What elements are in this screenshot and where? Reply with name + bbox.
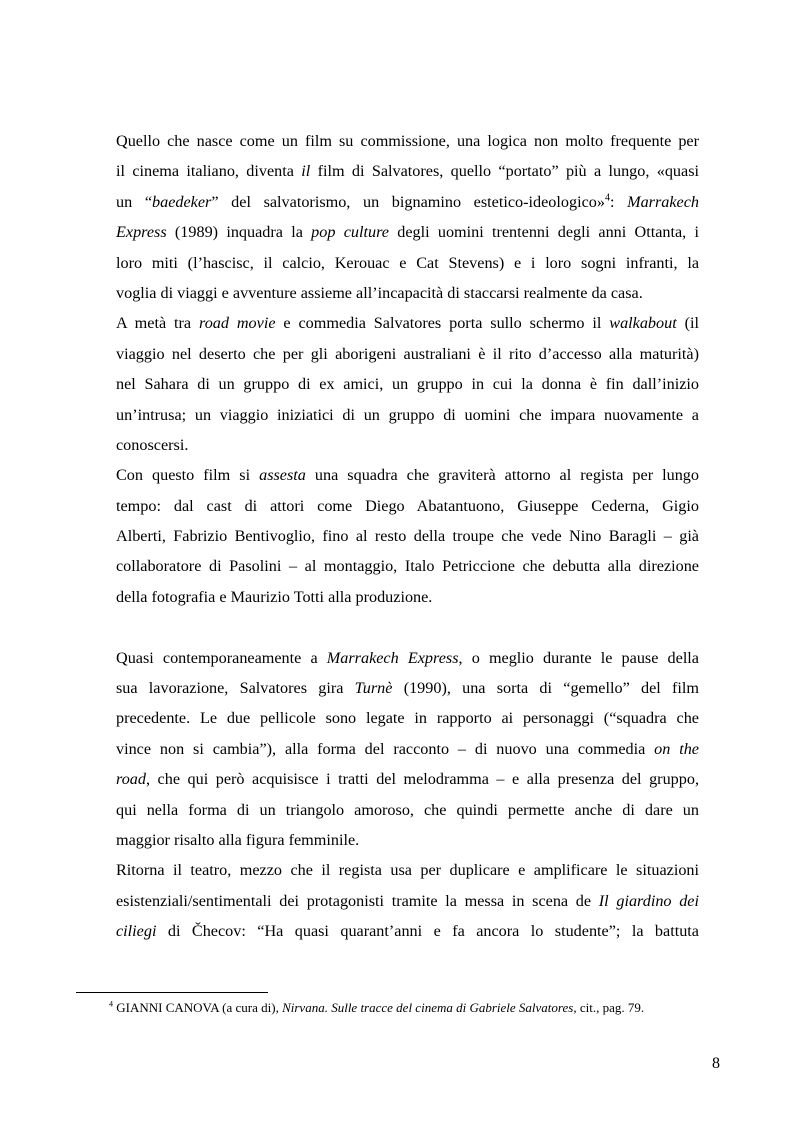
text-line: sua lavorazione, Salvatores gira Turnè (1990), una sorta di “gemello” del film bbox=[116, 679, 699, 698]
italic-text: road bbox=[116, 770, 146, 789]
italic-text: on the bbox=[654, 739, 699, 758]
text-line: il cinema italiano, diventa il film di Salvatores, quello “portato” più a lungo, «quasi bbox=[116, 162, 699, 181]
italic-text: Il giardino dei bbox=[598, 891, 699, 910]
paragraph-4 bbox=[116, 643, 699, 856]
paragraph-2 bbox=[116, 308, 699, 460]
text-line: vince non si cambia”), alla forma del racconto – di nuovo una commedia on the bbox=[116, 739, 699, 758]
text-line: road, che qui però acquisisce i tratti del melodramma – e alla presenza del gruppo, bbox=[116, 770, 699, 789]
text-line: Express (1989) inquadra la pop culture degli uomini trentenni degli anni Ottanta, i bbox=[116, 223, 699, 242]
italic-text: pop culture bbox=[311, 223, 389, 242]
footnote-citation: , cit., pag. 79. bbox=[573, 1000, 645, 1015]
page-number: 8 bbox=[712, 1055, 720, 1072]
italic-text: walkabout bbox=[609, 314, 677, 333]
text-line: precedente. Le due pellicole sono legate in rapporto ai personaggi (“squadra che bbox=[116, 709, 699, 728]
text-line: loro miti (l’hascisc, il calcio, Kerouac e Cat Stevens) e i loro sogni infranti, la bbox=[116, 253, 699, 272]
italic-text: Marrakech Express bbox=[326, 648, 459, 667]
text-line: voglia di viaggi e avventure assieme all’incapacità di staccarsi realmente da casa. bbox=[116, 283, 643, 302]
footnote-marker: 4 bbox=[109, 999, 113, 1009]
text-line: Quasi contemporaneamente a Marrakech Express, o meglio durante le pause della bbox=[116, 648, 699, 667]
footnote-title: Nirvana. Sulle tracce del cinema di Gabriele Salvatores bbox=[282, 1000, 574, 1015]
footnote bbox=[109, 1000, 644, 1016]
text-line: esistenziali/sentimentali dei protagonisti tramite la messa in scena de Il giardino dei bbox=[116, 891, 699, 910]
italic-text: road movie bbox=[199, 314, 276, 333]
paragraph-3 bbox=[116, 460, 699, 612]
italic-text: Marrakech bbox=[627, 192, 700, 211]
paragraph-gap bbox=[116, 612, 699, 642]
text-line: un “baedeker” del salvatorismo, un bignamino estetico-ideologico»$^4$: Marrakech bbox=[116, 192, 700, 211]
text-line: Con questo film si assesta una squadra che graviterà attorno al regista per lungo bbox=[116, 466, 699, 485]
italic-text: il bbox=[301, 162, 311, 181]
text-line: conoscersi. bbox=[116, 435, 189, 454]
italic-text: assesta bbox=[259, 466, 306, 485]
footnote-reference: 4 bbox=[604, 192, 610, 204]
italic-text: baedeker bbox=[152, 192, 212, 211]
paragraph-5 bbox=[116, 855, 699, 946]
italic-text: Express bbox=[116, 223, 167, 242]
text-line: ciliegi di Čhecov: “Ha quasi quarant’anni e fa ancora lo studente”; la battuta bbox=[116, 922, 699, 941]
body-text bbox=[116, 126, 699, 947]
text-line: collaboratore di Pasolini – al montaggio, Italo Petriccione che debutta alla direzione bbox=[116, 557, 699, 576]
text-line: Alberti, Fabrizio Bentivoglio, fino al resto della troupe che vede Nino Baragli – già bbox=[116, 527, 699, 546]
text-line: maggior risalto alla figura femminile. bbox=[116, 830, 360, 849]
text-line: tempo: dal cast di attori come Diego Abatantuono, Giuseppe Cederna, Gigio bbox=[116, 496, 699, 515]
footnote-separator bbox=[76, 992, 268, 993]
text-line: Ritorna il teatro, mezzo che il regista usa per duplicare e amplificare le situazioni bbox=[116, 861, 699, 880]
text-line: della fotografia e Maurizio Totti alla produzione. bbox=[116, 587, 433, 606]
footnote-author: GIANNI CANOVA (a cura di), bbox=[113, 1000, 283, 1015]
text-line: un’intrusa; un viaggio iniziatici di un gruppo di uomini che impara nuovamente a bbox=[116, 405, 699, 424]
text-line: viaggio nel deserto che per gli aborigeni australiani è il rito d’accesso alla maturità) bbox=[116, 344, 699, 363]
text-line: A metà tra road movie e commedia Salvatores porta sullo schermo il walkabout (il bbox=[116, 314, 699, 333]
text-line: Quello che nasce come un film su commissione, una logica non molto frequente per bbox=[116, 132, 699, 150]
text-line: qui nella forma di un triangolo amoroso, che quindi permette anche di dare un bbox=[116, 800, 699, 819]
text-line: nel Sahara di un gruppo di ex amici, un gruppo in cui la donna è fin dall’inizio bbox=[116, 375, 699, 394]
italic-text: Turnè bbox=[354, 679, 393, 698]
paragraph-1 bbox=[116, 126, 699, 308]
italic-text: ciliegi bbox=[116, 922, 157, 941]
